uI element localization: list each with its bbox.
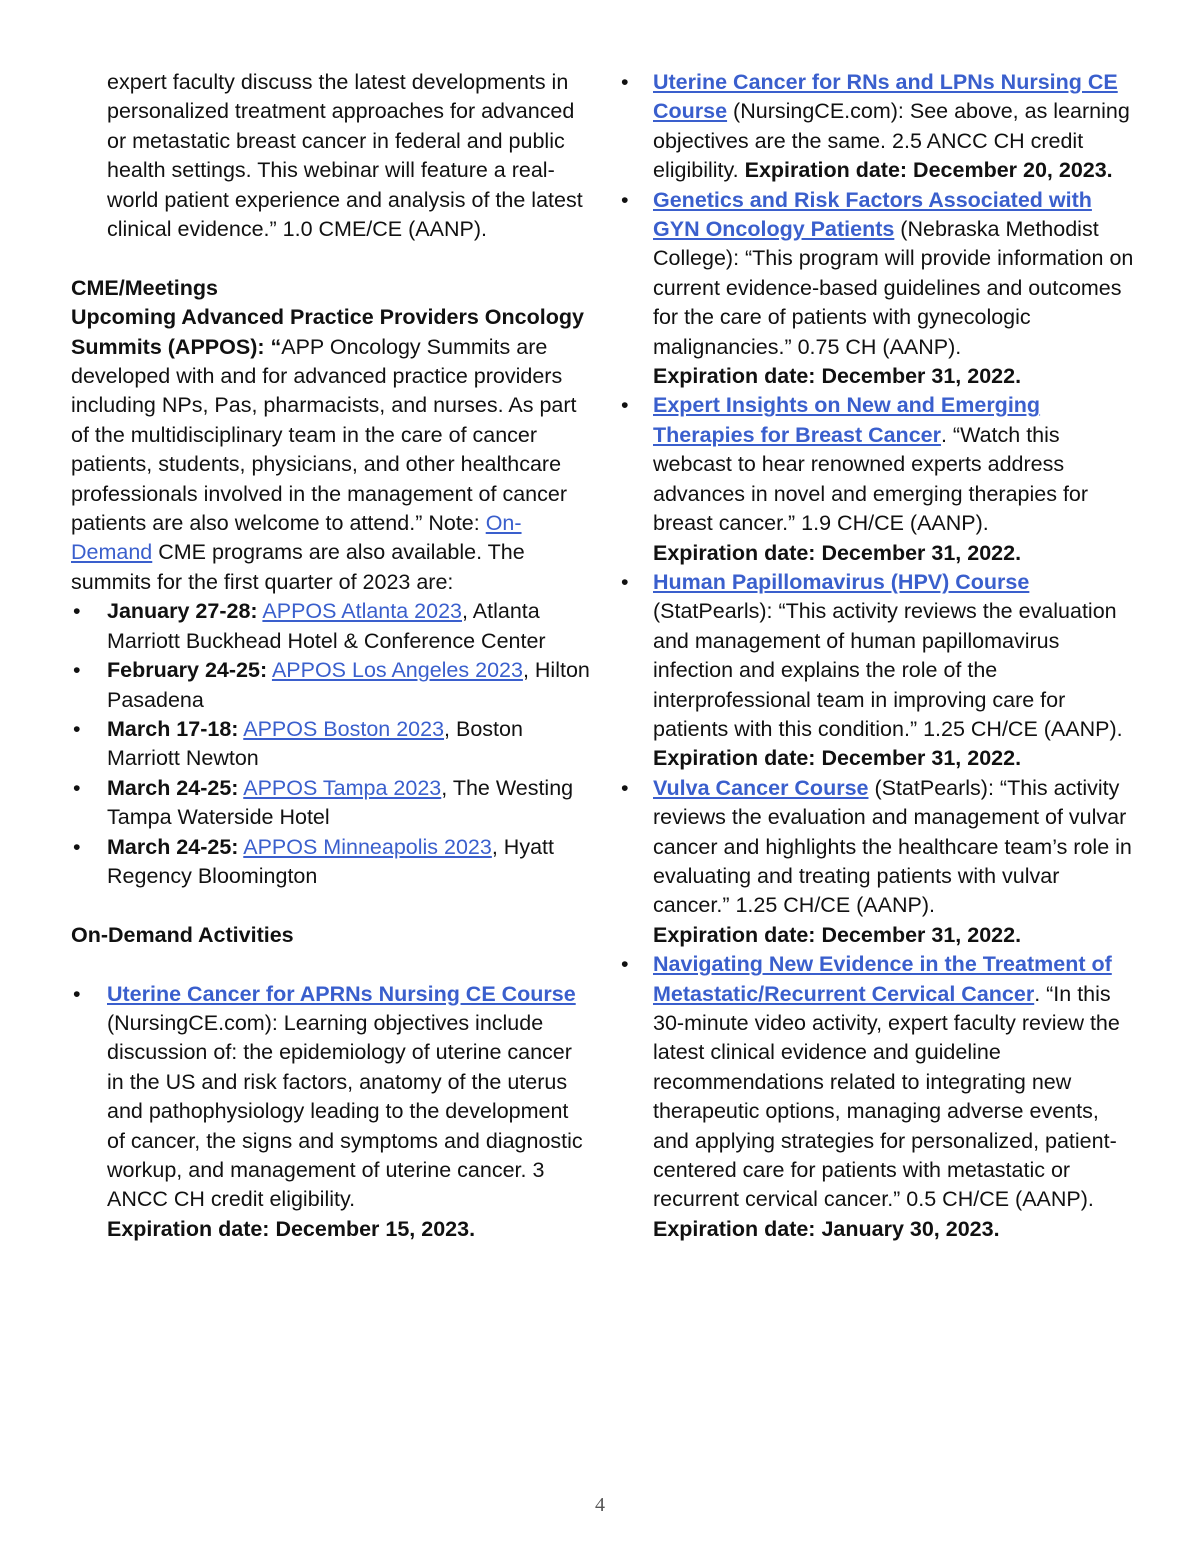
- left-column: [71, 68, 591, 1244]
- intro-paragraph: expert faculty discuss the latest developments in personalized treatment approaches for advanced or metastatic breast cancer in federal and public health settings. This webinar will feature a real-world patient experience and analysis of the latest clinical evidence.” 1.0 CME/CE (AANP).: [107, 70, 583, 242]
- appos-paragraph: [71, 303, 591, 597]
- summit-link[interactable]: APPOS Boston 2023: [243, 716, 445, 741]
- appos-text-b: CME programs are also available. The summits for the first quarter of 2023 are:: [71, 540, 525, 594]
- page-number: 4: [595, 1494, 605, 1516]
- list-item: [71, 980, 591, 1245]
- summit-link[interactable]: APPOS Minneapolis 2023: [243, 834, 492, 859]
- summit-venue: , Atlanta Marriott Buckhead Hotel & Conference Center: [107, 599, 546, 653]
- appos-heading: Upcoming Advanced Practice Providers Oncology Summits (APPOS): “: [71, 305, 584, 359]
- bullet-icon: •: [73, 834, 81, 859]
- summit-list: [71, 597, 591, 891]
- course-link[interactable]: Uterine Cancer for APRNs Nursing CE Course: [107, 981, 576, 1006]
- list-item: [71, 715, 591, 774]
- expiration-date: Expiration date: December 20, 2023.: [744, 158, 1113, 183]
- course-description: (StatPearls): “This activity reviews the evaluation and management of vulvar cancer and highlights the healthcare team’s role in evaluating and treating patients with vulvar cancer.” 1.25 CH/CE (AANP).: [653, 775, 1132, 918]
- list-item: [619, 774, 1139, 950]
- list-item: [619, 186, 1139, 392]
- summit-date: March 24-25:: [107, 775, 239, 800]
- course-description: (StatPearls): “This activity reviews the evaluation and management of human papillomavirus infection and explains the role of the interprofessional team in improving care for patients with this condition.” 1.25 CH/CE (AANP).: [653, 599, 1123, 741]
- expiration-date: Expiration date: December 31, 2022.: [653, 922, 1022, 947]
- summit-link[interactable]: APPOS Tampa 2023: [243, 775, 442, 800]
- bullet-icon: •: [73, 716, 81, 741]
- summit-venue: , Hyatt Regency Bloomington: [107, 834, 554, 888]
- spacer: [71, 891, 591, 920]
- list-item: [71, 774, 591, 833]
- bullet-icon: •: [621, 70, 629, 94]
- list-item: [71, 597, 591, 656]
- course-link[interactable]: Vulva Cancer Course: [653, 775, 869, 800]
- ondemand-list: [71, 980, 591, 1245]
- course-description: (Nebraska Methodist College): “This program will provide information on current evidence-based guidelines and outcomes for the care of patients with gynecologic malignancies.” 0.75 CH (AANP).: [653, 217, 1134, 359]
- course-link[interactable]: Human Papillomavirus (HPV) Course: [653, 569, 1030, 594]
- spacer: [71, 244, 591, 273]
- course-link[interactable]: Genetics and Risk Factors Associated with GYN Oncology Patients: [653, 187, 1092, 242]
- course-description: . “Watch this webcast to hear renowned experts address advances in novel and emerging therapies for breast cancer.” 1.9 CH/CE (AANP).: [653, 422, 1089, 536]
- summit-link[interactable]: APPOS Atlanta 2023: [262, 599, 463, 624]
- summit-date: March 24-25:: [107, 834, 239, 859]
- course-description: (NursingCE.com): See above, as learning objectives are the same. 2.5 ANCC CH credit eligibility.: [653, 99, 1130, 183]
- bullet-icon: •: [73, 981, 81, 1006]
- summit-venue: , Boston Marriott Newton: [107, 716, 523, 771]
- course-link[interactable]: Expert Insights on New and Emerging Therapies for Breast Cancer: [653, 393, 1041, 447]
- summit-date: February 24-25:: [107, 658, 268, 683]
- summit-link[interactable]: APPOS Los Angeles 2023: [271, 658, 523, 683]
- bullet-icon: •: [621, 775, 629, 800]
- bullet-icon: •: [73, 599, 81, 624]
- list-item: [71, 656, 591, 715]
- expiration-date: Expiration date: December 31, 2022.: [653, 364, 1022, 389]
- appos-text-a: APP Oncology Summits are developed with and for advanced practice providers including NPs, Pas, pharmacists, and nurses. As part of the multidisciplinary team in the care of cancer patients, students, physicians, and other healthcare professionals involved in the management of cancer patients are also welcome to attend.” Note:: [71, 334, 577, 536]
- list-item: [619, 568, 1139, 774]
- summit-date: March 17-18:: [107, 716, 239, 741]
- summit-venue: , Hilton Pasadena: [107, 658, 590, 712]
- course-list: [619, 68, 1139, 1244]
- course-link[interactable]: Navigating New Evidence in the Treatment of Metastatic/Recurrent Cervical Cancer: [653, 952, 1112, 1006]
- bullet-icon: •: [621, 393, 629, 418]
- on-demand-link[interactable]: On-Demand: [71, 511, 522, 565]
- bullet-icon: •: [621, 569, 629, 594]
- bullet-icon: •: [621, 187, 629, 212]
- expiration-date: Expiration date: December 15, 2023.: [107, 1216, 476, 1241]
- bullet-icon: •: [621, 952, 629, 977]
- expiration-date: Expiration date: January 30, 2023.: [653, 1216, 1000, 1241]
- bullet-icon: •: [73, 658, 81, 683]
- list-item: [619, 950, 1139, 1244]
- expiration-date: Expiration date: December 31, 2022.: [653, 746, 1022, 771]
- ondemand-heading: On-Demand Activities: [71, 922, 294, 947]
- course-description: (NursingCE.com): Learning objectives include discussion of: the epidemiology of uterine cancer in the US and risk factors, anatomy of the uterus and pathophysiology leading to the development of cancer, the signs and symptoms and diagnostic workup, and management of uterine cancer. 3 ANCC CH credit eligibility.: [107, 1010, 583, 1212]
- cme-heading: CME/Meetings: [71, 275, 218, 300]
- course-link[interactable]: Uterine Cancer for RNs and LPNs Nursing CE Course: [653, 70, 1118, 124]
- summit-venue: , The Westing Tampa Waterside Hotel: [107, 775, 574, 830]
- right-column: [619, 68, 1139, 1244]
- expiration-date: Expiration date: December 31, 2022.: [653, 540, 1022, 565]
- list-item: [619, 68, 1139, 186]
- spacer: [71, 950, 591, 979]
- bullet-icon: •: [73, 775, 81, 800]
- list-item: [71, 833, 591, 892]
- summit-date: January 27-28:: [107, 599, 258, 624]
- list-item: [619, 391, 1139, 567]
- course-description: . “In this 30-minute video activity, expert faculty review the latest clinical evidence and guideline recommendations related to integrating new therapeutic options, managing adverse events, and applying strategies for personalized, patient-centered care for patients with metastatic or recurrent cervical cancer.” 0.5 CH/CE (AANP).: [653, 981, 1120, 1212]
